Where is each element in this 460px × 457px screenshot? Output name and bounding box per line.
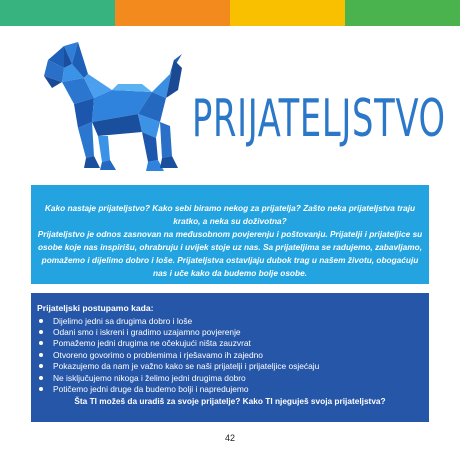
friendship-list xyxy=(37,315,423,395)
color-bar-yellow xyxy=(230,0,345,26)
list-item: Dijelimo jedni sa drugima dobro i loše xyxy=(37,315,423,326)
bullet-icon xyxy=(39,319,43,323)
intro-questions: Kako nastaje prijateljstvo? Kako sebi biramo nekog za prijatelja? Zašto neka prijateljstva traju kratko, a neka su doživotna? xyxy=(44,203,416,226)
list-item: Ne isključujemo nikoga i želimo jedni drugima dobro xyxy=(37,372,423,383)
page-title: PRIJATELJSTVO xyxy=(192,89,446,149)
reflection-question: Šta TI možeš da uradiš za svoje prijatelje? Kako TI njeguješ svoja prijateljstva? xyxy=(74,395,386,406)
origami-dog-icon xyxy=(42,40,192,175)
list-item: Otvoreno govorimo o problemima i rješavamo ih zajedno xyxy=(37,349,423,360)
bullet-icon xyxy=(39,353,43,357)
color-bar xyxy=(0,0,460,26)
list-item: Pokazujemo da nam je važno kako se naši prijatelji i prijateljice osjećaju xyxy=(37,361,423,372)
bullet-icon xyxy=(39,376,43,380)
list-heading: Prijateljski postupamo kada: xyxy=(37,303,154,313)
bullet-icon xyxy=(39,364,43,368)
friendship-list-box xyxy=(31,293,429,422)
bullet-icon xyxy=(39,330,43,334)
color-bar-green xyxy=(0,0,115,26)
bullet-icon xyxy=(39,387,43,391)
color-bar-light-green xyxy=(345,0,460,26)
color-bar-orange xyxy=(115,0,230,26)
list-item: Potičemo jedni druge da budemo bolji i napredujemo xyxy=(37,383,423,394)
page-number: 42 xyxy=(224,433,235,443)
bullet-icon xyxy=(39,341,43,345)
list-item: Odani smo i iskreni i gradimo uzajamno povjerenje xyxy=(37,326,423,337)
intro-text: Prijateljstvo je odnos zasnovan na međusobnom povjerenju i poštovanju. Prijatelji i prijateljice su osobe koje nas inspirišu, ohrabruju i uvijek stoje uz nas. Sa prijateljima se radujemo, zabavljamo, pomažemo i dijelimo dobro i loše. Prijateljstva ostavljaju dubok trag u našem životu, obogaćuju nas i uče kako da budemo bolje osobe. xyxy=(37,229,423,278)
intro-box xyxy=(31,185,429,284)
list-item: Pomažemo jedni drugima ne očekujući ništa zauzvrat xyxy=(37,338,423,349)
